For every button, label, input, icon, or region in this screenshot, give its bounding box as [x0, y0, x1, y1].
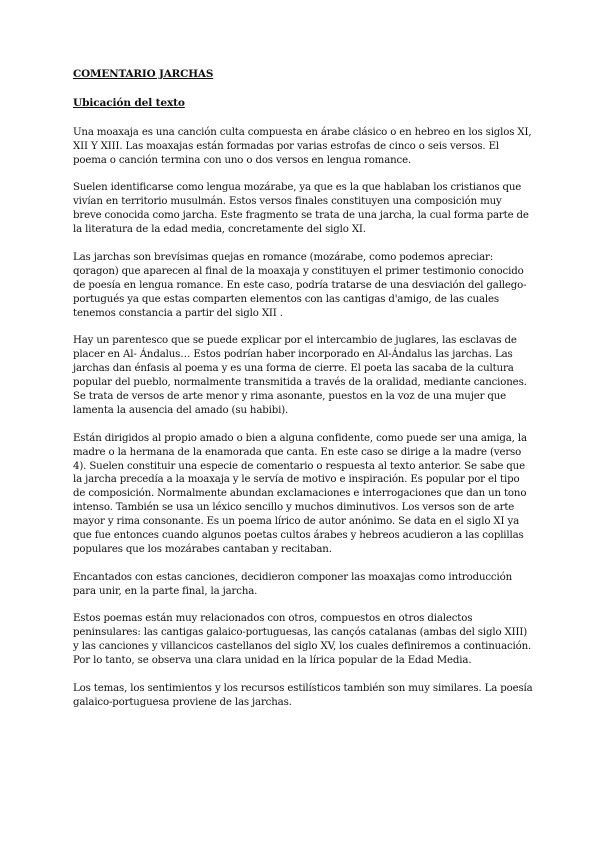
- paragraph-4: Hay un parentesco que se puede explicar por el intercambio de juglares, las esclavas de placer en Al- Ándalus… Estos podrían haber incorporado en Al-Ándalus las jarchas. Las jarchas dan énfasis al poema y es una forma de cierre. El poeta las sacaba de la cultura popular del pueblo, normalmente transmitida a través de la oralidad, mediante canciones. Se trata de versos de arte menor y rima asonante, puestos en la voz de una mujer que lamenta la ausencia del amado (su habibi).: [73, 335, 527, 416]
- document-title: COMENTARIO JARCHAS: [73, 68, 214, 80]
- paragraph-7: Estos poemas están muy relacionados con otros, compuestos en otros dialectos peninsulares: las cantigas galaico-portuguesas, las cançós catalanas (ambas del siglo XIII) y las canciones y villancicos castellanos del siglo XV, los cuales definiremos a continuación. Por lo tanto, se observa una clara unidad en la lírica popular de la Edad Media.: [73, 613, 532, 667]
- paragraph-6: Encantados con estas canciones, decidieron componer las moaxajas como introducción para unir, en la parte final, la jarcha.: [73, 571, 512, 597]
- paragraph-5: Están dirigidos al propio amado o bien a alguna confidente, como puede ser una amiga, la madre o la hermana de la enamorada que canta. En este caso se dirige a la madre (verso 4). Suelen constituir una especie de comentario o respuesta al texto anterior. Se sabe que la jarcha precedía a la moaxaja y le servía de motivo e inspiración. Es popular por el tipo de composición. Normalmente abundan exclamaciones e interrogaciones que dan un tono intenso. También se usa un léxico sencillo y muchos diminutivos. Los versos son de arte mayor y rima consonante. Es un poema lírico de autor anónimo. Se data en el siglo XI ya que fue entonces cuando algunos poetas cultos árabes y hebreos acudieron a las coplillas populares que los mozárabes cantaban y recitaban.: [73, 432, 527, 555]
- paragraph-8: Los temas, los sentimientos y los recursos estilísticos también son muy similares. La poesía galaico-portuguesa proviene de las jarchas.: [73, 682, 533, 708]
- paragraph-2: Suelen identificarse como lengua mozárabe, ya que es la que hablaban los cristianos que vivían en territorio musulmán. Estos versos finales constituyen una composición muy breve conocida como jarcha. Este fragmento se trata de una jarcha, la cual forma parte de la literatura de la edad media, concretamente del siglo XI.: [73, 182, 529, 236]
- section-heading: Ubicación del texto: [73, 96, 185, 109]
- paragraph-1: Una moaxaja es una canción culta compuesta en árabe clásico o en hebreo en los siglos XI, XII Y XIII. Las moaxajas están formadas por varias estrofas de cinco o seis versos. El poema o canción termina con uno o dos versos en lengua romance.: [73, 126, 532, 166]
- document-page: [73, 68, 533, 724]
- paragraph-3: Las jarchas son brevísimas quejas en romance (mozárabe, como podemos apreciar: qoragon) que aparecen al final de la moaxaja y constituyen el primer testimonio conocido de poesía en lengua romance. En este caso, podría tratarse de una desviación del gallego-portugués ya que estas comparten elementos con las cantigas d'amigo, de las cuales tenemos constancia a partir del siglo XII .: [73, 251, 527, 319]
